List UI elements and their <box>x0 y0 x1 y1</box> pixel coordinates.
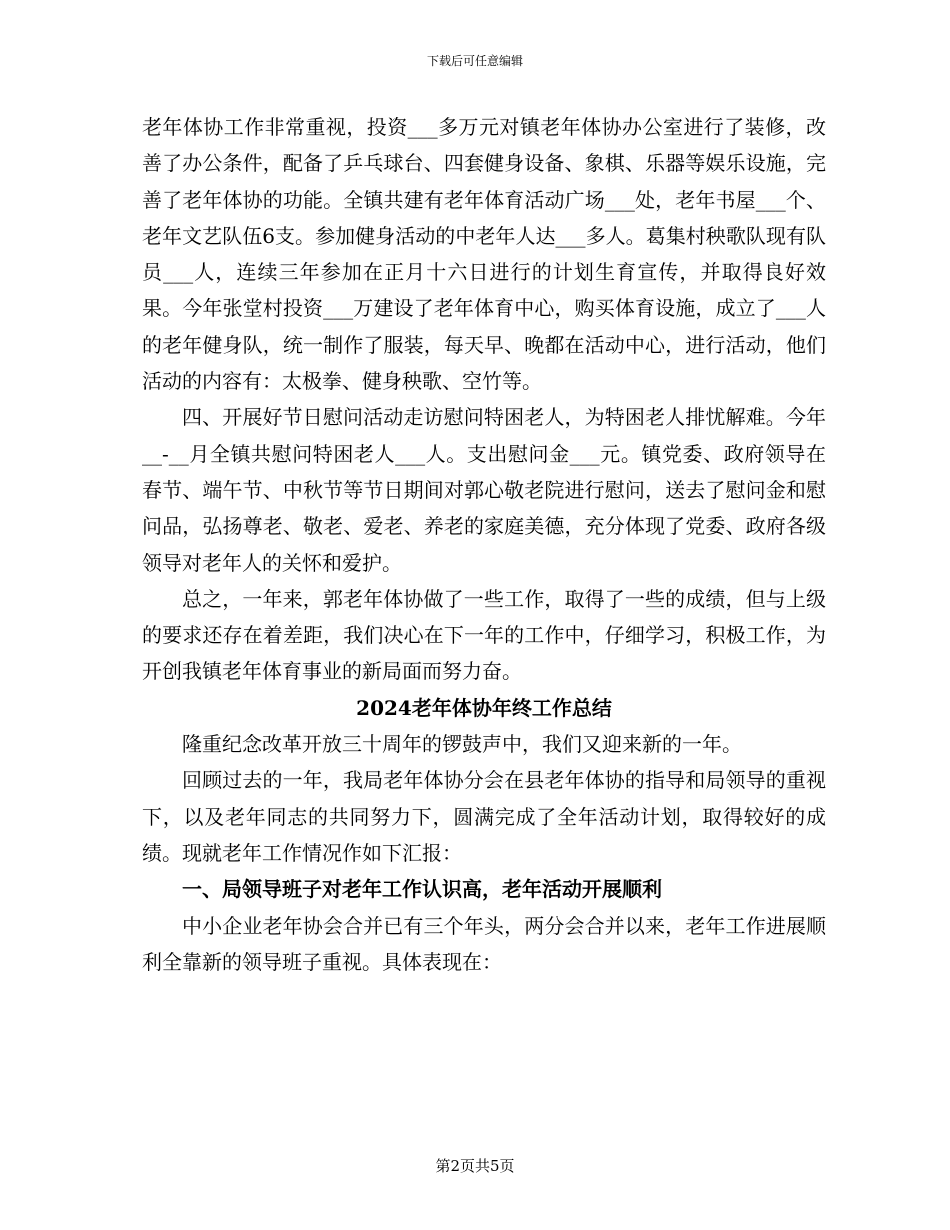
paragraph-review: 回顾过去的一年，我局老年体协分会在县老年体协的指导和局领导的重视下，以及老年同志的共同努力下，圆满完成了全年活动计划，取得较好的成绩。现就老年工作情况作如下汇报： <box>142 768 826 865</box>
paragraph-details: 中小企业老年协会合并已有三个年头，两分会合并以来，老年工作进展顺利全靠新的领导班子重视。具体表现在： <box>142 913 826 974</box>
paragraph-condolence-visits: 四、开展好节日慰问活动走访慰问特困老人，为特困老人排忧解难。今年__-__月全镇共慰问特困老人___人。支出慰问金___元。镇党委、政府领导在春节、端午节、中秋节等节日期间对郭心敬老院进行慰问，送去了慰问金和慰问品，弘扬尊老、敬老、爱老、养老的家庭美德，充分体现了党委、政府各级领导对老年人的关怀和爱护。 <box>142 405 826 575</box>
header-note: 下载后可任意编辑 <box>426 54 523 68</box>
paragraph-conclusion: 总之，一年来，郭老年体协做了一些工作，取得了一些的成绩，但与上级的要求还存在着差距，我们决心在下一年的工作中，仔细学习，积极工作，为开创我镇老年体育事业的新局面而努力奋。 <box>142 586 826 684</box>
document-title: 2024老年体协年终工作总结 <box>356 695 612 720</box>
document-body <box>142 109 826 980</box>
paragraph-intro: 隆重纪念改革开放三十周年的锣鼓声中，我们又迎来新的一年。 <box>182 732 742 757</box>
page-footer: 第2页共5页 <box>435 1157 515 1175</box>
section-heading: 一、局领导班子对老年工作认识高，老年活动开展顺利 <box>182 877 662 902</box>
paragraph-continued: 老年体协工作非常重视，投资___多万元对镇老年体协办公室进行了装修，改善了办公条件，配备了乒乓球台、四套健身设备、象棋、乐器等娱乐设施，完善了老年体协的功能。全镇共建有老年体育活动广场___处，老年书屋___个、老年文艺队伍6支。参加健身活动的中老年人达___多人。葛集村秧歌队现有队员___人，连续三年参加在正月十六日进行的计划生育宣传，并取得良好效果。今年张堂村投资___万建设了老年体育中心，购买体育设施，成立了___人的老年健身队，统一制作了服装，每天早、晚都在活动中心，进行活动，他们活动的内容有：太极拳、健身秧歌、空竹等。 <box>142 115 826 394</box>
